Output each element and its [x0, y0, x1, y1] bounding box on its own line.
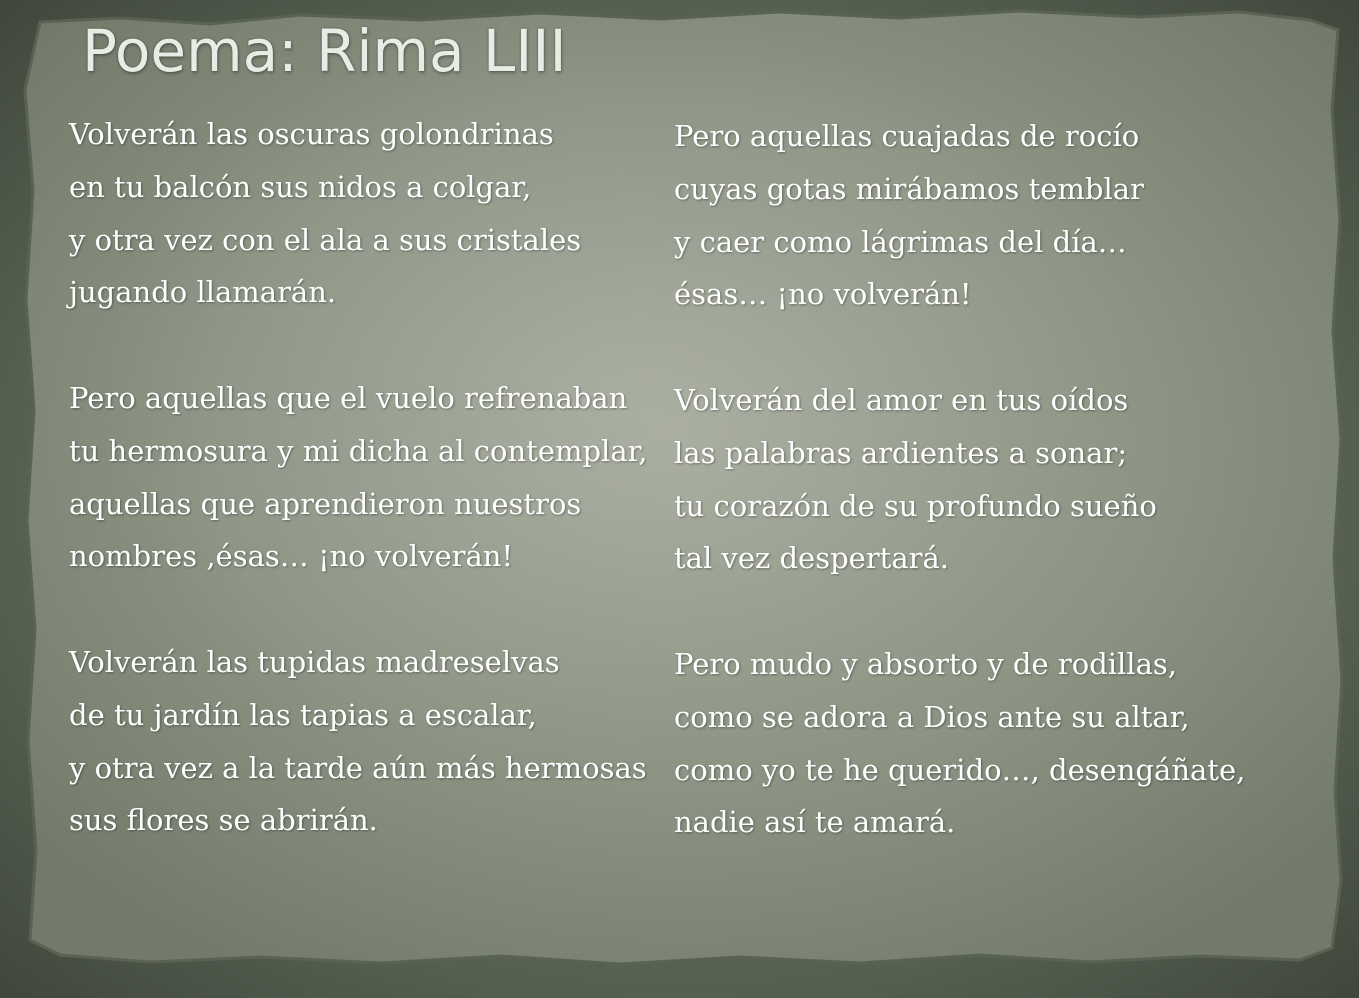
stanza — [69, 636, 648, 847]
poem-line: como yo te he querido…, desengáñate, — [674, 752, 1246, 787]
poem-line: de tu jardín las tapias a escalar, — [69, 697, 537, 732]
poem-line: ésas… ¡no volverán! — [674, 277, 972, 312]
poem-line: en tu balcón sus nidos a colgar, — [69, 169, 532, 204]
stanza — [674, 110, 1245, 321]
poem-line: y caer como lágrimas del día… — [674, 224, 1127, 259]
poem-line: Pero mudo y absorto y de rodillas, — [674, 646, 1177, 681]
stanza — [674, 374, 1245, 585]
poem-line: Pero aquellas que el vuelo refrenaban — [69, 380, 628, 415]
stanza — [674, 638, 1245, 849]
poem-line: nombres ,ésas… ¡no volverán! — [69, 539, 514, 574]
poem-line: tu hermosura y mi dicha al contemplar, — [69, 433, 648, 468]
poem-column-right — [674, 110, 1245, 849]
poem-line: aquellas que aprendieron nuestros — [69, 486, 582, 521]
poem-column-left — [69, 108, 648, 847]
poem-line: nadie así te amará. — [674, 805, 956, 840]
poem-line: y otra vez a la tarde aún más hermosas — [69, 750, 647, 785]
poem-line: tu corazón de su profundo sueño — [674, 488, 1157, 523]
poem-line: Volverán las oscuras golondrinas — [69, 117, 554, 151]
poem-line: y otra vez con el ala a sus cristales — [69, 222, 582, 257]
stanza — [69, 108, 648, 319]
poem-line: Pero aquellas cuajadas de rocío — [674, 119, 1140, 153]
poem-line: sus flores se abrirán. — [69, 803, 378, 838]
poem-line: Volverán del amor en tus oídos — [674, 382, 1129, 417]
poem-line: las palabras ardientes a sonar; — [674, 435, 1128, 470]
poem-title: Poema: Rima LIII — [82, 17, 567, 85]
poem-line: Volverán las tupidas madreselvas — [69, 644, 560, 679]
poem-line: jugando llamarán. — [69, 275, 337, 310]
poem-line: como se adora a Dios ante su altar, — [674, 699, 1190, 734]
poem-line: tal vez despertará. — [674, 541, 949, 576]
stanza — [69, 372, 648, 583]
poem-line: cuyas gotas mirábamos temblar — [674, 171, 1144, 206]
